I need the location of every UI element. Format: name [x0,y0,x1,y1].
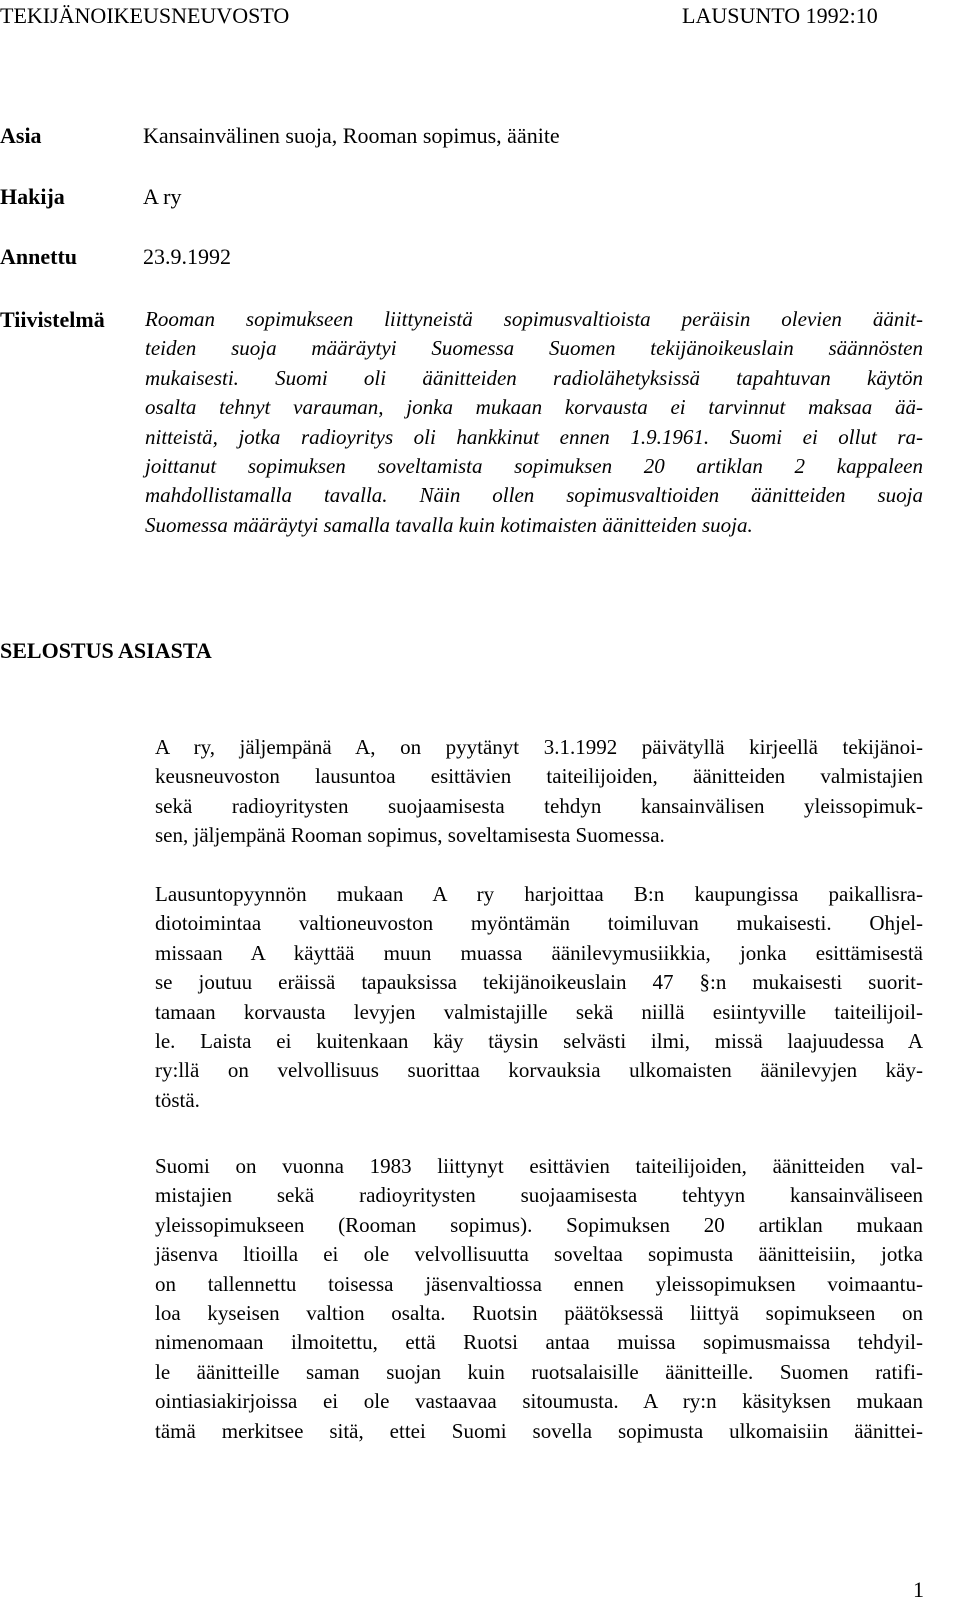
given-label: Annettu [0,244,78,269]
summary-label: Tiivistelmä [0,307,105,332]
summary-line: Suomessa määräytyi samalla tavalla kuin kotimaisten äänitteiden suoja. [145,512,753,537]
paragraph-line: le. Laista ei kuitenkaan käy täysin selvästi ilmi, missä laajuudessa A [155,1029,923,1054]
summary-text [145,305,923,540]
paragraph-line: töstä. [155,1087,200,1112]
paragraph-line: keusneuvoston lausuntoa esittävien taiteilijoiden, äänitteiden valmistajien [155,764,923,789]
paragraph-request [155,733,923,851]
paragraph-line: se joutuu eräissä tapauksissa tekijänoikeuslain 47 §:n mukaisesti suorit- [155,970,923,995]
paragraph-line: A ry, jäljempänä A, on pyytänyt 3.1.1992 päivätyllä kirjeellä tekijänoi- [155,735,923,759]
paragraph-line: tämä merkitsee sitä, ettei Suomi sovella sopimusta ulkomaisiin äänittei- [155,1418,923,1443]
page-number: 1 [913,1577,924,1602]
summary-line: nitteistä, jotka radioyritys oli hankkinut ennen 1.9.1961. Suomi ei ollut ra- [145,424,923,449]
paragraph-line: sen, jäljempänä Rooman sopimus, soveltamisesta Suomessa. [155,823,665,848]
paragraph-line: ry:llä on velvollisuus suorittaa korvauksia ulkomaisten äänilevyjen käy- [155,1058,923,1083]
paragraph-line: mistajien sekä radioyritysten suojaamisesta tehtyyn kansainväliseen [155,1183,923,1208]
paragraph-rome-convention [155,1152,923,1446]
applicant-label: Hakija [0,184,65,209]
given-date: 23.9.1992 [143,244,231,269]
subject-label: Asia [0,123,42,148]
statement-id: LAUSUNTO 1992:10 [682,3,878,28]
summary-line: mahdollistamalla tavalla. Näin ollen sopimusvaltioiden äänitteiden suoja [145,483,923,508]
paragraph-line: Lausuntopyynnön mukaan A ry harjoittaa B:n kaupungissa paikallisra- [155,882,923,906]
paragraph-line: diotoimintaa valtioneuvoston myöntämän toimiluvan mukaisesti. Ohjel- [155,911,923,936]
paragraph-line: jäsenva ltioilla ei ole velvollisuutta soveltaa sopimusta äänitteisiin, jotka [155,1242,923,1267]
paragraph-line: tamaan korvausta levyjen valmistajille sekä niillä esiintyville taiteilijoil- [155,999,923,1024]
summary-line: mukaisesti. Suomi oli äänitteiden radiolähetyksissä tapahtuvan käytön [145,365,923,390]
paragraph-line: sekä radioyritysten suojaamisesta tehdyn kansainvälisen yleissopimuk- [155,793,923,818]
summary-line: Rooman sopimukseen liittyneistä sopimusvaltioista peräisin olevien äänit- [145,307,923,331]
paragraph-line: loa kyseisen valtion osalta. Ruotsin päätöksessä liittyä sopimukseen on [155,1301,923,1326]
summary-line: osalta tehnyt varauman, jonka mukaan korvausta ei tarvinnut maksaa ää- [145,395,923,420]
paragraph-line: yleissopimukseen (Rooman sopimus). Sopimuksen 20 artiklan mukaan [155,1212,923,1237]
paragraph-line: on tallennettu toisessa jäsenvaltiossa ennen yleissopimuksen voimaantu- [155,1271,923,1296]
paragraph-line: nimenomaan ilmoitettu, että Ruotsi antaa muissa sopimusmaissa tehdyil- [155,1330,923,1355]
summary-line: joittanut sopimuksen soveltamista sopimuksen 20 artiklan 2 kappaleen [145,454,923,479]
paragraph-line: missaan A käyttää muun muassa äänilevymusiikkia, jonka esittämisestä [155,940,923,965]
paragraph-background [155,880,923,1115]
section-title: SELOSTUS ASIASTA [0,638,212,663]
organization-name: TEKIJÄNOIKEUSNEUVOSTO [0,3,290,28]
paragraph-line: le äänitteille saman suojan kuin ruotsalaisille äänitteille. Suomen ratifi- [155,1359,923,1384]
paragraph-line: ointiasiakirjoissa ei ole vastaavaa sitoumusta. A ry:n käsityksen mukaan [155,1389,923,1414]
subject-value: Kansainvälinen suoja, Rooman sopimus, äänite [143,123,560,148]
paragraph-line: Suomi on vuonna 1983 liittynyt esittävien taiteilijoiden, äänitteiden val- [155,1154,923,1178]
applicant-value: A ry [143,184,182,209]
summary-line: teiden suoja määräytyi Suomessa Suomen tekijänoikeuslain säännösten [145,336,923,361]
